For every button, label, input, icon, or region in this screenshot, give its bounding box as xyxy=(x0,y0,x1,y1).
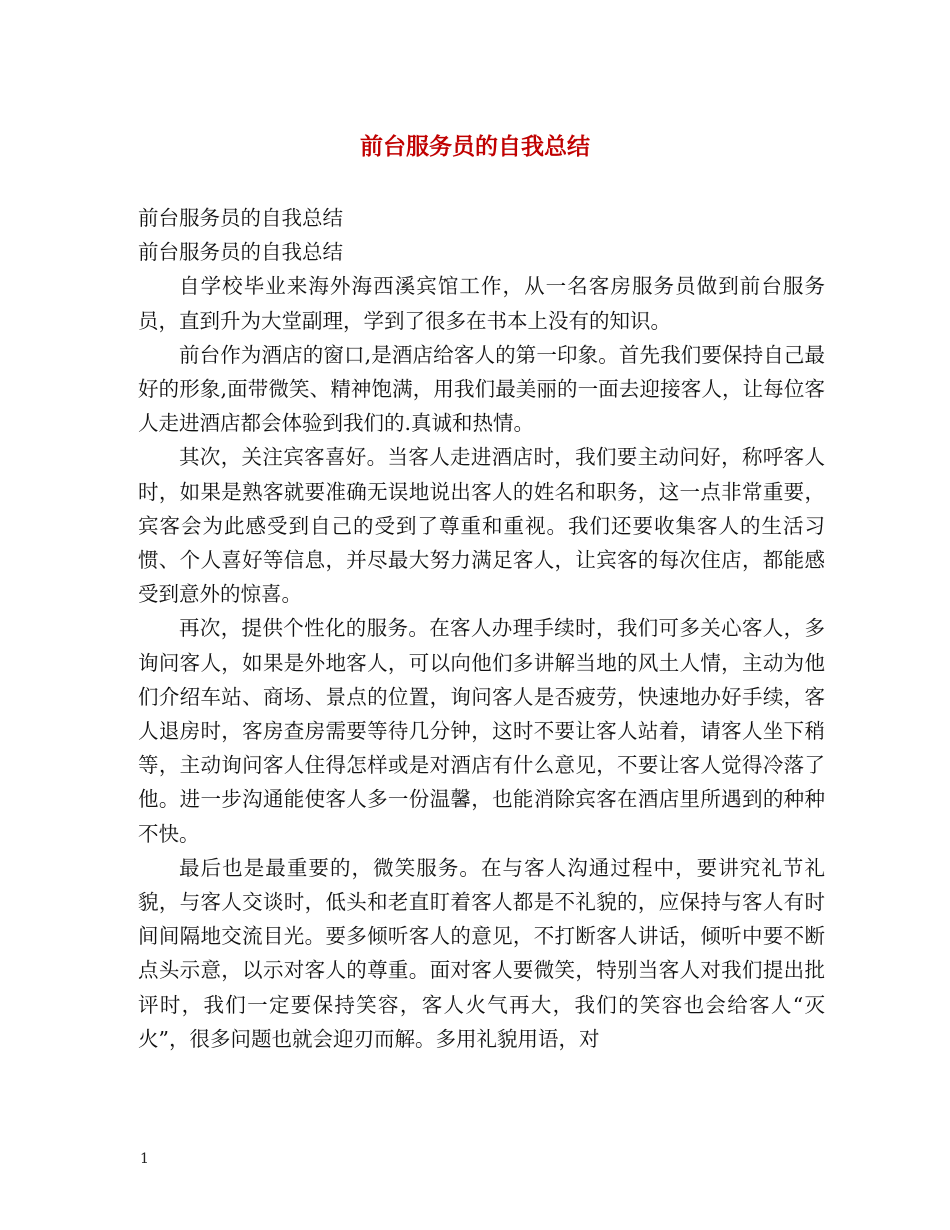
page-number: 1 xyxy=(140,1151,149,1167)
paragraph: 再次，提供个性化的服务。在客人办理手续时，我们可多关心客人，多询问客人，如果是外地客人，可以向他们多讲解当地的风土人情，主动为他们介绍车站、商场、景点的位置，询问客人是否疲劳，快速地办好手续，客人退房时，客房查房需要等待几分钟，这时不要让客人站着，请客人坐下稍等，主动询问客人住得怎样或是对酒店有什么意见，不要让客人觉得冷落了他。进一步沟通能使客人多一份温馨，也能消除宾客在酒店里所遇到的种种不快。 xyxy=(138,616,825,846)
heading-line: 前台服务员的自我总结 xyxy=(138,240,343,265)
paragraph: 前台作为酒店的窗口,是酒店给客人的第一印象。首先我们要保持自己最好的形象,面带微笑、精神饱满，用我们最美丽的一面去迎接客人，让每位客人走进酒店都会体验到我们的.真诚和热情。 xyxy=(138,342,825,436)
heading-line: 前台服务员的自我总结 xyxy=(138,206,343,230)
paragraph: 自学校毕业来海外海西溪宾馆工作，从一名客房服务员做到前台服务员，直到升为大堂副理，学到了很多在书本上没有的知识。 xyxy=(138,274,825,333)
paragraph: 其次，关注宾客喜好。当客人走进酒店时，我们要主动问好，称呼客人时，如果是熟客就要准确无误地说出客人的姓名和职务，这一点非常重要，宾客会为此感受到自己的受到了尊重和重视。我们还要收集客人的生活习惯、个人喜好等信息，并尽最大努力满足客人，让宾客的每次住店，都能感受到意外的惊喜。 xyxy=(138,445,825,607)
document-title: 前台服务员的自我总结 xyxy=(360,133,590,160)
document-body xyxy=(138,201,825,1056)
paragraph: 最后也是最重要的，微笑服务。在与客人沟通过程中，要讲究礼节礼貌，与客人交谈时，低头和老直盯着客人都是不礼貌的，应保持与客人有时间间隔地交流目光。要多倾听客人的意见，不打断客人讲话，倾听中要不断点头示意，以示对客人的尊重。面对客人要微笑，特别当客人对我们提出批评时，我们一定要保持笑容，客人火气再大，我们的笑容也会给客人“灭火”，很多问题也就会迎刃而解。多用礼貌用语，对 xyxy=(138,855,825,1051)
